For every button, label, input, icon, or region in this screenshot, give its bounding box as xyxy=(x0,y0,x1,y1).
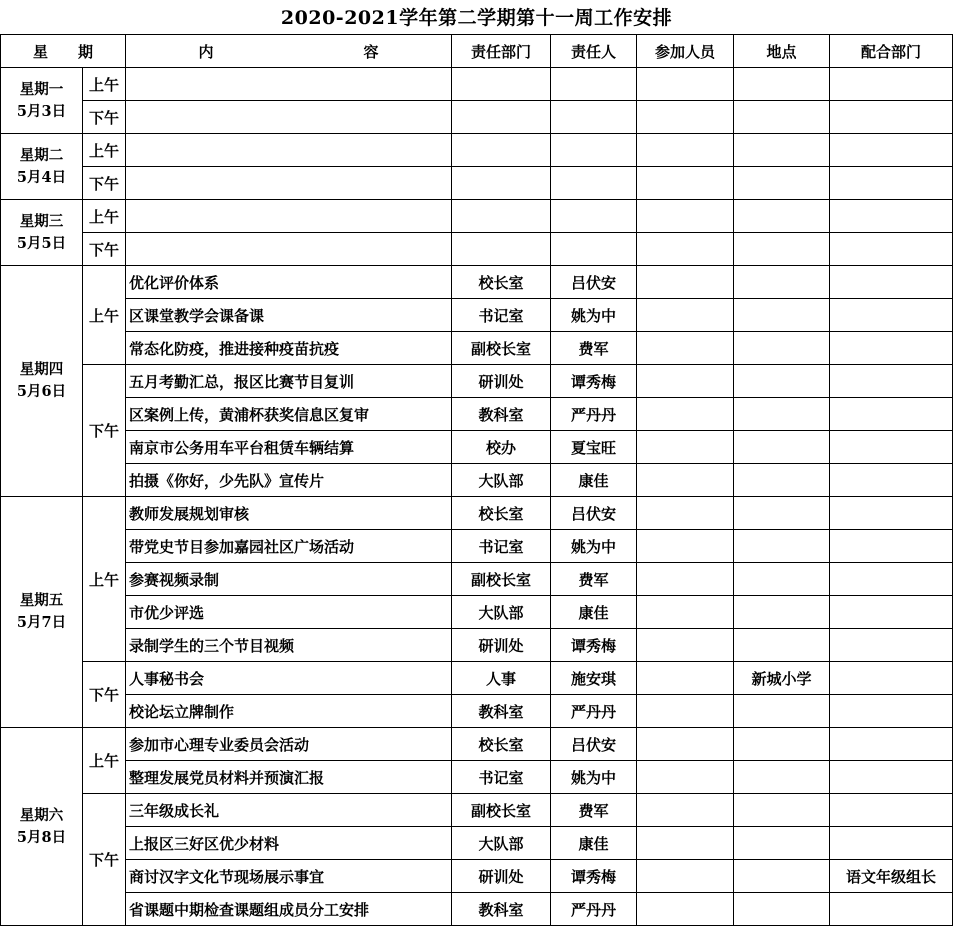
weekday-name: 星期三 xyxy=(19,212,64,230)
weekday-date: 5月5日 xyxy=(16,234,67,252)
empty-cell xyxy=(126,68,452,101)
coop-cell xyxy=(830,794,953,827)
participants-cell xyxy=(637,860,734,893)
table-row xyxy=(1,200,953,233)
table-row xyxy=(1,167,953,200)
empty-cell xyxy=(126,134,452,167)
header-participants: 参加人员 xyxy=(637,35,734,68)
coop-cell xyxy=(830,299,953,332)
participants-cell xyxy=(637,266,734,299)
table-row xyxy=(1,101,953,134)
person-cell: 姚为中 xyxy=(551,761,637,794)
task-cell: 参赛视频录制 xyxy=(126,563,452,596)
coop-cell xyxy=(830,398,953,431)
dept-cell: 大队部 xyxy=(452,596,551,629)
task-cell: 商讨汉字文化节现场展示事宜 xyxy=(126,860,452,893)
afternoon-label: 下午 xyxy=(83,662,126,728)
person-cell: 吕伏安 xyxy=(551,266,637,299)
morning-label: 上午 xyxy=(83,68,126,101)
person-cell: 谭秀梅 xyxy=(551,629,637,662)
location-cell xyxy=(734,464,830,497)
table-row xyxy=(1,827,953,860)
task-cell: 五月考勤汇总，报区比赛节目复训 xyxy=(126,365,452,398)
coop-cell xyxy=(830,266,953,299)
table-row xyxy=(1,596,953,629)
coop-cell xyxy=(830,530,953,563)
coop-cell xyxy=(830,365,953,398)
task-cell: 整理发展党员材料并预演汇报 xyxy=(126,761,452,794)
dept-cell: 校长室 xyxy=(452,266,551,299)
coop-cell xyxy=(830,497,953,530)
location-cell xyxy=(734,761,830,794)
location-cell xyxy=(734,629,830,662)
location-cell xyxy=(734,893,830,926)
dept-cell: 副校长室 xyxy=(452,563,551,596)
empty-cell xyxy=(452,233,551,266)
dept-cell: 书记室 xyxy=(452,530,551,563)
task-cell: 带党史节目参加嘉园社区广场活动 xyxy=(126,530,452,563)
morning-label: 上午 xyxy=(83,134,126,167)
coop-cell xyxy=(830,893,953,926)
person-cell: 康佳 xyxy=(551,596,637,629)
coop-cell: 语文年级组长 xyxy=(830,860,953,893)
empty-cell xyxy=(551,101,637,134)
empty-cell xyxy=(551,167,637,200)
header-dept: 责任部门 xyxy=(452,35,551,68)
coop-cell xyxy=(830,629,953,662)
morning-label: 上午 xyxy=(83,266,126,365)
person-cell: 姚为中 xyxy=(551,530,637,563)
table-row xyxy=(1,365,953,398)
participants-cell xyxy=(637,332,734,365)
weekday-date: 5月3日 xyxy=(16,102,67,120)
morning-label: 上午 xyxy=(83,728,126,794)
empty-cell xyxy=(637,101,734,134)
empty-cell xyxy=(452,167,551,200)
table-row xyxy=(1,497,953,530)
participants-cell xyxy=(637,398,734,431)
empty-cell xyxy=(452,68,551,101)
empty-cell xyxy=(126,233,452,266)
table-row xyxy=(1,662,953,695)
empty-cell xyxy=(637,68,734,101)
task-cell: 三年级成长礼 xyxy=(126,794,452,827)
table-row xyxy=(1,629,953,662)
dept-cell: 研训处 xyxy=(452,629,551,662)
location-cell xyxy=(734,728,830,761)
empty-cell xyxy=(830,233,953,266)
location-cell xyxy=(734,794,830,827)
location-cell xyxy=(734,299,830,332)
person-cell: 费军 xyxy=(551,563,637,596)
participants-cell xyxy=(637,695,734,728)
participants-cell xyxy=(637,431,734,464)
dept-cell: 书记室 xyxy=(452,299,551,332)
location-cell: 新城小学 xyxy=(734,662,830,695)
dept-cell: 大队部 xyxy=(452,464,551,497)
dept-cell: 教科室 xyxy=(452,398,551,431)
person-cell: 费军 xyxy=(551,794,637,827)
empty-cell xyxy=(830,167,953,200)
empty-cell xyxy=(452,134,551,167)
empty-cell xyxy=(830,101,953,134)
task-cell: 参加市心理专业委员会活动 xyxy=(126,728,452,761)
weekday-cell xyxy=(1,200,83,266)
location-cell xyxy=(734,398,830,431)
empty-cell xyxy=(734,167,830,200)
dept-cell: 书记室 xyxy=(452,761,551,794)
dept-cell: 研训处 xyxy=(452,365,551,398)
person-cell: 施安琪 xyxy=(551,662,637,695)
person-cell: 夏宝旺 xyxy=(551,431,637,464)
empty-cell xyxy=(551,134,637,167)
participants-cell xyxy=(637,464,734,497)
task-cell: 教师发展规划审核 xyxy=(126,497,452,530)
schedule-table xyxy=(0,34,953,926)
empty-cell xyxy=(637,200,734,233)
dept-cell: 校长室 xyxy=(452,497,551,530)
empty-cell xyxy=(637,167,734,200)
location-cell xyxy=(734,332,830,365)
table-row xyxy=(1,464,953,497)
task-cell: 市优少评选 xyxy=(126,596,452,629)
afternoon-label: 下午 xyxy=(83,167,126,200)
location-cell xyxy=(734,365,830,398)
table-row xyxy=(1,794,953,827)
page-title: 2020-2021学年第二学期第十一周工作安排 xyxy=(280,7,673,29)
weekday-name: 星期五 xyxy=(19,592,64,609)
afternoon-label: 下午 xyxy=(83,101,126,134)
dept-cell: 人事 xyxy=(452,662,551,695)
task-cell: 常态化防疫，推进接种疫苗抗疫 xyxy=(126,332,452,365)
person-cell: 严丹丹 xyxy=(551,398,637,431)
header-location: 地点 xyxy=(734,35,830,68)
weekday-date: 5月4日 xyxy=(16,168,67,186)
table-row xyxy=(1,431,953,464)
morning-label: 上午 xyxy=(83,497,126,662)
coop-cell xyxy=(830,332,953,365)
participants-cell xyxy=(637,662,734,695)
location-cell xyxy=(734,596,830,629)
table-row xyxy=(1,233,953,266)
weekday-cell xyxy=(1,68,83,134)
empty-cell xyxy=(126,167,452,200)
coop-cell xyxy=(830,431,953,464)
dept-cell: 校长室 xyxy=(452,728,551,761)
header-weekday: 星 期 xyxy=(1,35,126,68)
participants-cell xyxy=(637,827,734,860)
afternoon-label: 下午 xyxy=(83,794,126,926)
coop-cell xyxy=(830,728,953,761)
morning-label: 上午 xyxy=(83,200,126,233)
task-cell: 拍摄《你好，少先队》宣传片 xyxy=(126,464,452,497)
empty-cell xyxy=(734,200,830,233)
empty-cell xyxy=(637,134,734,167)
person-cell: 严丹丹 xyxy=(551,893,637,926)
coop-cell xyxy=(830,827,953,860)
person-cell: 谭秀梅 xyxy=(551,365,637,398)
coop-cell xyxy=(830,563,953,596)
task-cell: 优化评价体系 xyxy=(126,266,452,299)
location-cell xyxy=(734,563,830,596)
participants-cell xyxy=(637,596,734,629)
table-row xyxy=(1,299,953,332)
location-cell xyxy=(734,860,830,893)
dept-cell: 副校长室 xyxy=(452,332,551,365)
weekday-date: 5月7日 xyxy=(16,614,67,631)
weekday-cell xyxy=(1,497,83,728)
task-cell: 录制学生的三个节目视频 xyxy=(126,629,452,662)
weekday-cell xyxy=(1,266,83,497)
participants-cell xyxy=(637,365,734,398)
participants-cell xyxy=(637,299,734,332)
dept-cell: 大队部 xyxy=(452,827,551,860)
header-coop: 配合部门 xyxy=(830,35,953,68)
person-cell: 严丹丹 xyxy=(551,695,637,728)
empty-cell xyxy=(734,68,830,101)
table-row xyxy=(1,530,953,563)
table-row xyxy=(1,860,953,893)
table-row xyxy=(1,134,953,167)
task-cell: 区案例上传，黄浦杯获奖信息区复审 xyxy=(126,398,452,431)
afternoon-label: 下午 xyxy=(83,365,126,497)
empty-cell xyxy=(830,68,953,101)
weekday-date: 5月8日 xyxy=(16,828,67,846)
table-row xyxy=(1,332,953,365)
person-cell: 谭秀梅 xyxy=(551,860,637,893)
table-row xyxy=(1,893,953,926)
location-cell xyxy=(734,530,830,563)
weekday-name: 星期六 xyxy=(19,806,64,824)
weekday-cell xyxy=(1,728,83,926)
empty-cell xyxy=(452,200,551,233)
weekday-name: 星期一 xyxy=(19,80,64,98)
coop-cell xyxy=(830,695,953,728)
dept-cell: 教科室 xyxy=(452,695,551,728)
empty-cell xyxy=(734,134,830,167)
participants-cell xyxy=(637,629,734,662)
location-cell xyxy=(734,431,830,464)
table-row xyxy=(1,728,953,761)
empty-cell xyxy=(452,101,551,134)
participants-cell xyxy=(637,563,734,596)
task-cell: 上报区三好区优少材料 xyxy=(126,827,452,860)
table-row xyxy=(1,695,953,728)
task-cell: 南京市公务用车平台租赁车辆结算 xyxy=(126,431,452,464)
dept-cell: 副校长室 xyxy=(452,794,551,827)
empty-cell xyxy=(126,200,452,233)
coop-cell xyxy=(830,662,953,695)
empty-cell xyxy=(551,200,637,233)
table-row xyxy=(1,761,953,794)
task-cell: 省课题中期检查课题组成员分工安排 xyxy=(126,893,452,926)
location-cell xyxy=(734,266,830,299)
person-cell: 姚为中 xyxy=(551,299,637,332)
person-cell: 康佳 xyxy=(551,827,637,860)
weekday-name: 星期四 xyxy=(19,361,64,378)
empty-cell xyxy=(830,134,953,167)
dept-cell: 校办 xyxy=(452,431,551,464)
participants-cell xyxy=(637,761,734,794)
table-row xyxy=(1,563,953,596)
person-cell: 费军 xyxy=(551,332,637,365)
header-person: 责任人 xyxy=(551,35,637,68)
task-cell: 校论坛立牌制作 xyxy=(126,695,452,728)
afternoon-label: 下午 xyxy=(83,233,126,266)
participants-cell xyxy=(637,893,734,926)
coop-cell xyxy=(830,761,953,794)
task-cell: 人事秘书会 xyxy=(126,662,452,695)
location-cell xyxy=(734,497,830,530)
task-cell: 区课堂教学会课备课 xyxy=(126,299,452,332)
person-cell: 康佳 xyxy=(551,464,637,497)
table-row xyxy=(1,266,953,299)
empty-cell xyxy=(734,233,830,266)
weekday-cell xyxy=(1,134,83,200)
coop-cell xyxy=(830,596,953,629)
person-cell: 吕伏安 xyxy=(551,497,637,530)
table-row xyxy=(1,398,953,431)
participants-cell xyxy=(637,530,734,563)
dept-cell: 研训处 xyxy=(452,860,551,893)
empty-cell xyxy=(551,233,637,266)
empty-cell xyxy=(126,101,452,134)
weekday-date: 5月6日 xyxy=(16,383,67,400)
empty-cell xyxy=(637,233,734,266)
location-cell xyxy=(734,695,830,728)
participants-cell xyxy=(637,794,734,827)
empty-cell xyxy=(551,68,637,101)
dept-cell: 教科室 xyxy=(452,893,551,926)
weekday-name: 星期二 xyxy=(19,146,64,164)
header-row xyxy=(1,35,953,68)
location-cell xyxy=(734,827,830,860)
table-row xyxy=(1,68,953,101)
header-content: 内 容 xyxy=(126,35,452,68)
empty-cell xyxy=(734,101,830,134)
person-cell: 吕伏安 xyxy=(551,728,637,761)
participants-cell xyxy=(637,728,734,761)
participants-cell xyxy=(637,497,734,530)
empty-cell xyxy=(830,200,953,233)
coop-cell xyxy=(830,464,953,497)
